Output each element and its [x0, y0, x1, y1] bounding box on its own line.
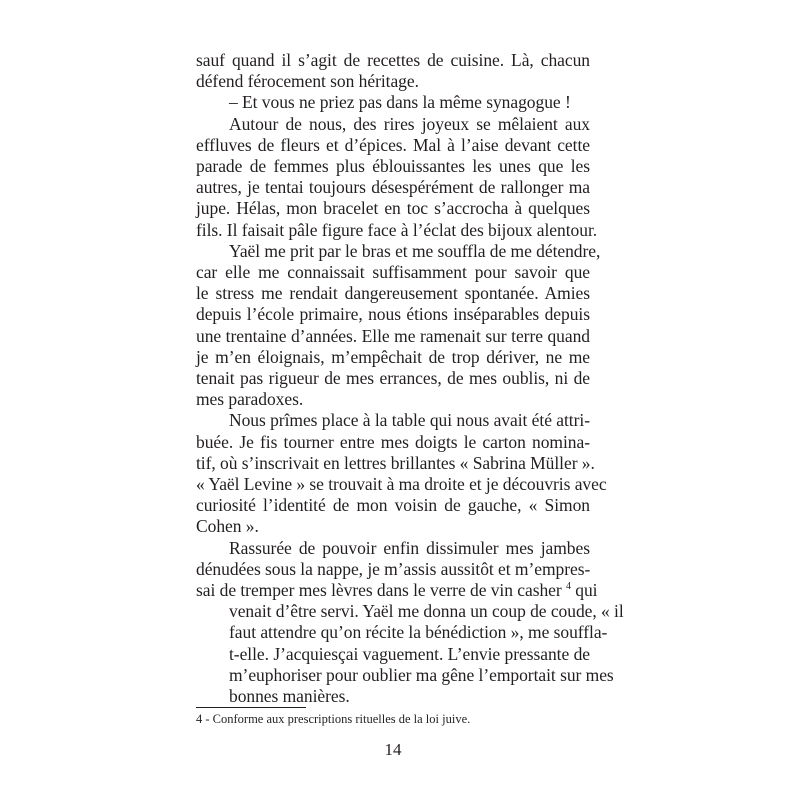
- text-line: dénudées sous la nappe, je m’assis aussitôt et m’empres-: [196, 558, 591, 579]
- text-fragment: sai de tremper mes lèvres dans le verre de vin casher: [196, 580, 562, 601]
- text-line: sauf quand il s’agit de recettes de cuisine. Là, chacun: [196, 50, 590, 70]
- text-line: t-elle. J’acquiesçai vaguement. L’envie pressante de: [229, 643, 590, 664]
- footnote: 4 - Conforme aux prescriptions rituelles de la loi juive.: [196, 712, 471, 726]
- text-line: Yaël me prit par le bras et me souffla de me détendre,: [229, 240, 601, 261]
- text-line-with-footnote: [196, 580, 598, 601]
- dialogue-line: – Et vous ne priez pas dans la même synagogue !: [229, 92, 571, 113]
- text-line: une trentaine d’années. Elle me ramenait sur terre quand: [196, 325, 590, 346]
- text-line: buée. Je fis tourner entre mes doigts le carton nomina-: [196, 431, 590, 452]
- text-line: tenait pas rigueur de mes errances, de mes oublis, ni de: [196, 368, 590, 389]
- text-line: bonnes manières.: [229, 686, 350, 707]
- text-line: « Yaël Levine » se trouvait à ma droite et je découvris avec: [196, 474, 607, 495]
- text-line: parade de femmes plus éblouissantes les unes que les: [196, 156, 590, 177]
- footnote-separator: [196, 707, 306, 708]
- text-line: faut attendre qu’on récite la bénédiction », me souffla-: [229, 622, 608, 643]
- text-line: curiosité l’identité de mon voisin de gauche, « Simon: [196, 495, 590, 516]
- text-line: fils. Il faisait pâle figure face à l’éclat des bijoux alentour.: [196, 219, 598, 240]
- text-line: mes paradoxes.: [196, 389, 304, 410]
- text-line: jupe. Hélas, mon bracelet en toc s’accrocha à quelques: [196, 198, 590, 219]
- text-line: venait d’être servi. Yaël me donna un coup de coude, « il: [229, 601, 624, 622]
- text-line: car elle me connaissait suffisamment pour savoir que: [196, 262, 590, 283]
- text-line: Nous prîmes place à la table qui nous avait été attri-: [229, 410, 590, 431]
- text-line: autres, je tentai toujours désespérément de rallonger ma: [196, 177, 590, 198]
- text-line: Autour de nous, des rires joyeux se mêlaient aux: [229, 113, 590, 134]
- text-line: m’euphoriser pour oublier ma gêne l’emportait sur mes: [229, 664, 614, 685]
- text-line: je m’en éloignais, m’empêchait de trop dériver, ne me: [196, 346, 590, 367]
- text-line: tif, où s’inscrivait en lettres brillantes « Sabrina Müller ».: [196, 452, 595, 473]
- text-line: depuis l’école primaire, nous étions inséparables depuis: [196, 304, 590, 325]
- text-line: effluves de fleurs et d’épices. Mal à l’aise devant cette: [196, 134, 590, 155]
- text-line: le stress me rendait dangereusement spontanée. Amies: [196, 283, 590, 304]
- text-line: Cohen ».: [196, 516, 259, 537]
- page-number: 14: [384, 740, 402, 759]
- text-line: Rassurée de pouvoir enfin dissimuler mes jambes: [229, 537, 590, 558]
- text-fragment: qui: [575, 580, 598, 601]
- body-text: [196, 50, 624, 707]
- text-line: défend férocement son héritage.: [196, 71, 419, 92]
- footnote-marker: 4: [566, 581, 571, 593]
